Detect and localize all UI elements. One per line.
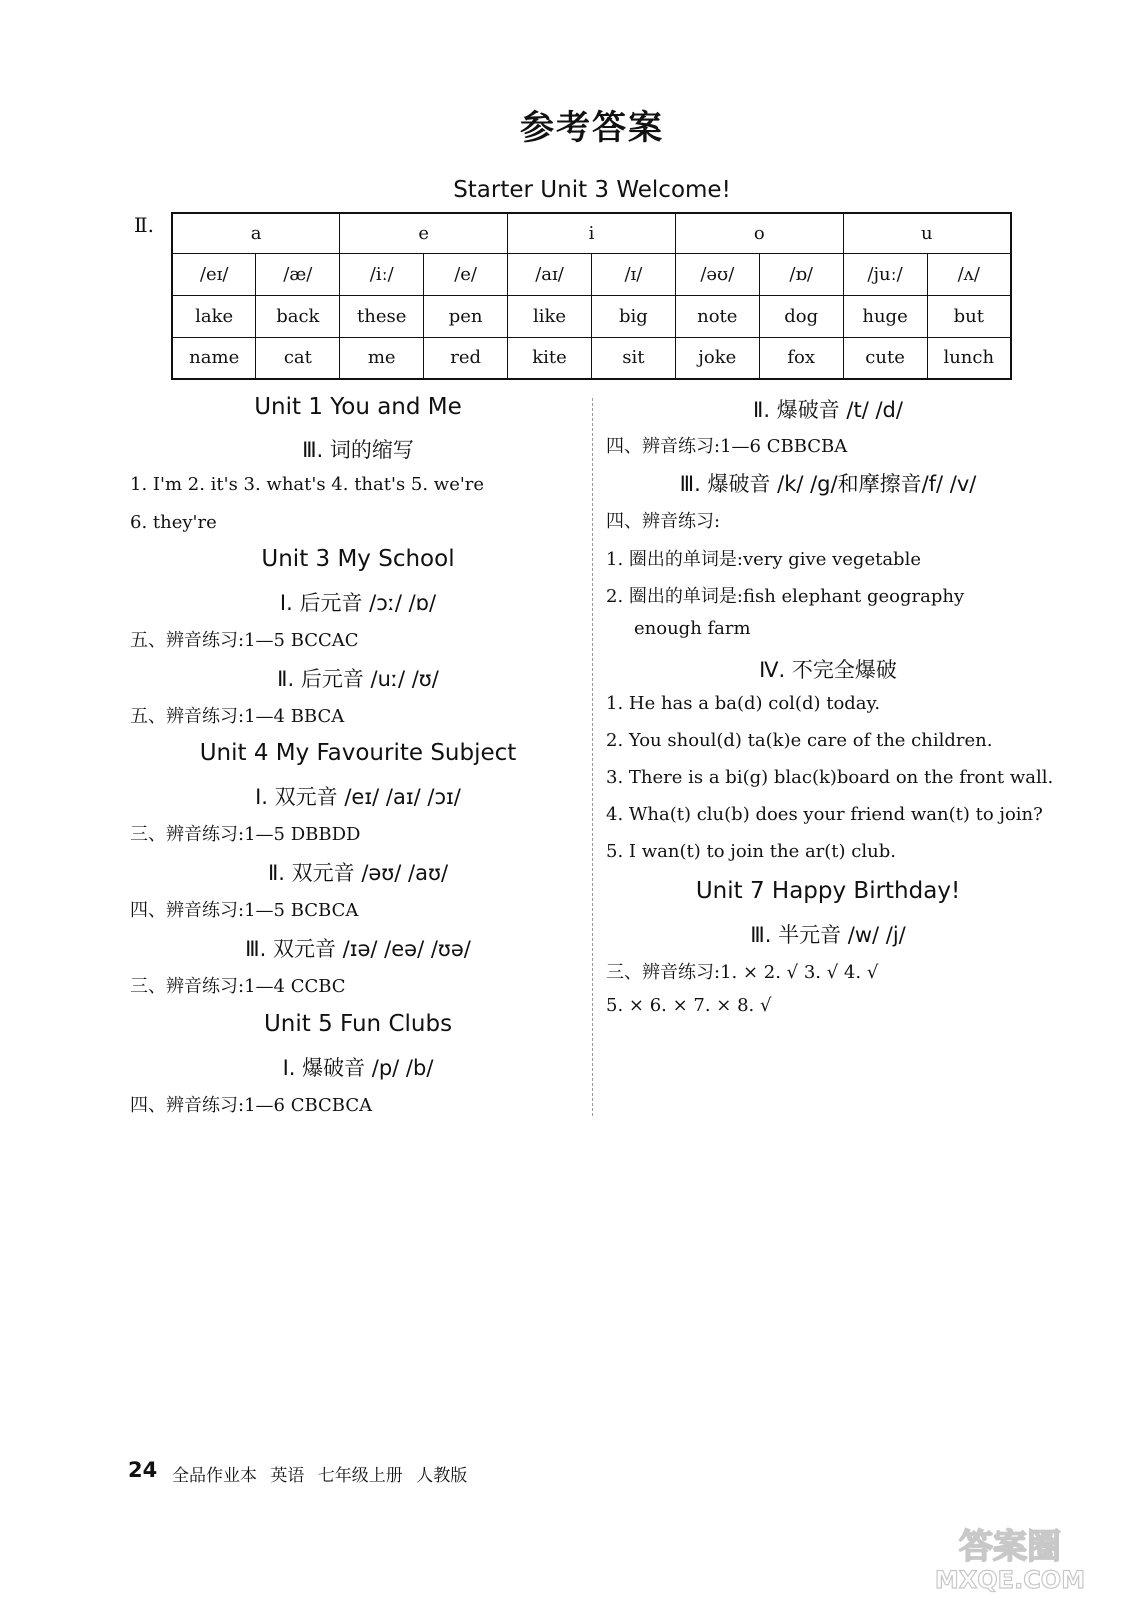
unit4-sub-heading-3: Ⅲ. 双元音 /ɪə/ /eə/ /ʊə/ [245,937,471,961]
answer-line: 三、辨音练习:1—5 DBBDD [130,824,361,845]
answer-line: 四、辨音练习:1—6 CBCBCA [130,1095,373,1116]
unit5-sub-heading-1: Ⅰ. 爆破音 /p/ /b/ [282,1056,434,1080]
word-cell: kite [508,337,592,379]
word-cell: joke [675,337,759,379]
answer-line: 1. 圈出的单词是:very give vegetable [606,549,921,570]
phonetic-cell: /əʊ/ [675,253,759,295]
footer-book-title: 全品作业本 英语 七年级上册 人教版 [172,1466,468,1486]
phonetic-cell: /eɪ/ [172,253,256,295]
word-cell: these [340,295,424,337]
word-cell: like [508,295,592,337]
answer-line: 三、辨音练习:1—4 CCBC [130,976,346,997]
word-cell: dog [759,295,843,337]
unit4-heading: Unit 4 My Favourite Subject [199,740,517,766]
answer-line: 6. they're [130,512,217,533]
word-cell: back [256,295,340,337]
svg-text:答案圈: 答案圈 [959,1527,1061,1567]
phonetic-cell: /ʌ/ [927,253,1011,295]
phonetic-cell: /aɪ/ [508,253,592,295]
answer-line: 四、辨音练习: [606,511,721,532]
unit3-sub-heading-2: Ⅱ. 后元音 /uː/ /ʊ/ [277,667,439,691]
word-cell: cat [256,337,340,379]
unit4-sub-heading-1: Ⅰ. 双元音 /eɪ/ /aɪ/ /ɔɪ/ [255,785,461,809]
unit7-heading: Unit 7 Happy Birthday! [695,878,961,904]
word-cell: cute [843,337,927,379]
vowel-header: i [508,213,676,253]
word-cell: note [675,295,759,337]
sentence-line: 1. He has a ba(d) col(d) today. [606,693,881,714]
unit5-sub-heading-3: Ⅲ. 爆破音 /k/ /g/和摩擦音/f/ /v/ [679,472,977,496]
phonetic-cell: /e/ [424,253,508,295]
answer-line: 三、辨音练习:1. × 2. √ 3. √ 4. √ [606,962,879,983]
starter-unit-heading: Starter Unit 3 Welcome! [453,177,731,203]
unit5-heading: Unit 5 Fun Clubs [263,1011,453,1037]
word-cell: huge [843,295,927,337]
unit3-heading: Unit 3 My School [261,546,455,572]
phonetic-cell: /ɒ/ [759,253,843,295]
answer-line: 五、辨音练习:1—5 BCCAC [130,630,359,651]
sentence-line: 3. There is a bi(g) blac(k)board on the front wall. [606,767,1054,788]
vowel-table [171,212,1012,380]
word-cell: but [927,295,1011,337]
answer-line: 五、辨音练习:1—4 BBCA [130,706,345,727]
word-cell: big [591,295,675,337]
phonetic-cell: /ɪ/ [591,253,675,295]
unit5-sub-heading-4: Ⅳ. 不完全爆破 [759,658,897,682]
section-number: Ⅱ. [134,213,154,237]
phonetic-cell: /æ/ [256,253,340,295]
phonetic-cell: /juː/ [843,253,927,295]
unit1-heading: Unit 1 You and Me [254,394,462,420]
page-title: 参考答案 [520,108,664,148]
answer-line: 四、辨音练习:1—5 BCBCA [130,900,359,921]
unit4-sub-heading-2: Ⅱ. 双元音 /əʊ/ /aʊ/ [267,861,449,885]
answer-line: 四、辨音练习:1—6 CBBCBA [606,436,848,457]
vowel-header: u [843,213,1011,253]
answer-line: 2. 圈出的单词是:fish elephant geography [606,586,965,607]
word-cell: lunch [927,337,1011,379]
unit3-sub-heading-1: Ⅰ. 后元音 /ɔː/ /ɒ/ [279,591,437,615]
sentence-line: 5. I wan(t) to join the ar(t) club. [606,841,896,862]
unit7-sub-heading: Ⅲ. 半元音 /w/ /j/ [750,923,906,947]
word-cell: lake [172,295,256,337]
answer-line: 5. × 6. × 7. × 8. √ [606,995,772,1016]
unit5-sub-heading-2: Ⅱ. 爆破音 /t/ /d/ [753,398,903,422]
answer-line: 1. I'm 2. it's 3. what's 4. that's 5. we're [130,474,485,495]
word-cell: fox [759,337,843,379]
word-cell: red [424,337,508,379]
sentence-line: 4. Wha(t) clu(b) does your friend wan(t) to join? [606,804,1043,825]
word-cell: pen [424,295,508,337]
vowel-header: o [675,213,843,253]
vowel-header: e [340,213,508,253]
vowel-header: a [172,213,340,253]
page-number: 24 [128,1458,158,1482]
svg-text:MXQE.COM: MXQE.COM [934,1566,1086,1593]
answer-line: enough farm [634,618,751,639]
word-cell: me [340,337,424,379]
word-cell: sit [591,337,675,379]
unit1-sub-heading: Ⅲ. 词的缩写 [302,438,414,462]
phonetic-cell: /iː/ [340,253,424,295]
watermark-logo [930,1518,1090,1593]
column-divider [592,398,593,1116]
word-cell: name [172,337,256,379]
sentence-line: 2. You shoul(d) ta(k)e care of the children. [606,730,993,751]
